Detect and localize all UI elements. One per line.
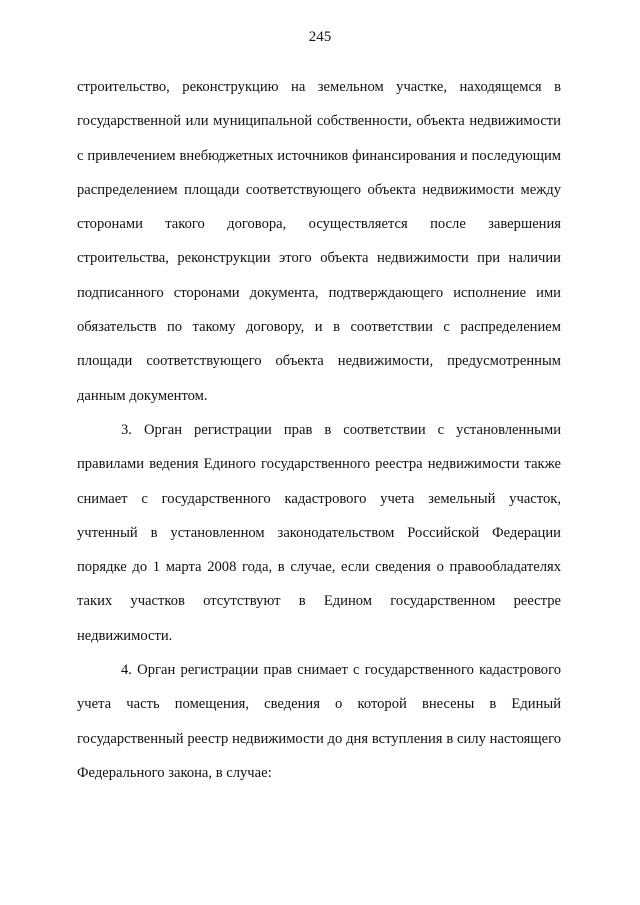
paragraph-continuation: строительство, реконструкцию на земельном участке, находящемся в государственной или муниципальной собственности, объекта недвижимости с привлечением внебюджетных источников финансирования и последующим распределением площади соответствующего объекта недвижимости между сторонами такого договора, осуществляется после завершения строительства, реконструкции этого объекта недвижимости при наличии подписанного сторонами документа, подтверждающего исполнение ими обязательств по такому договору, и в соответствии с распределением площади соответствующего объекта недвижимости, предусмотренным данным документом. (77, 79, 561, 404)
page-number: 245 (308, 29, 332, 45)
paragraph-item-4: 4. Орган регистрации прав снимает с государственного кадастрового учета часть помещения, сведения о которой внесены в Единый государственный реестр недвижимости до дня вступления в силу настоящего Федерального закона, в случае: (77, 662, 561, 781)
paragraph-item-3: 3. Орган регистрации прав в соответствии с установленными правилами ведения Единого государственного реестра недвижимости также снимает с государственного кадастрового учета земельный участок, учтенный в установленном законодательством Российской Федерации порядке до 1 марта 2008 года, в случае, если сведения о правообладателях таких участков отсутствуют в Едином государственном реестре недвижимости. (77, 421, 561, 644)
document-body (77, 70, 561, 790)
